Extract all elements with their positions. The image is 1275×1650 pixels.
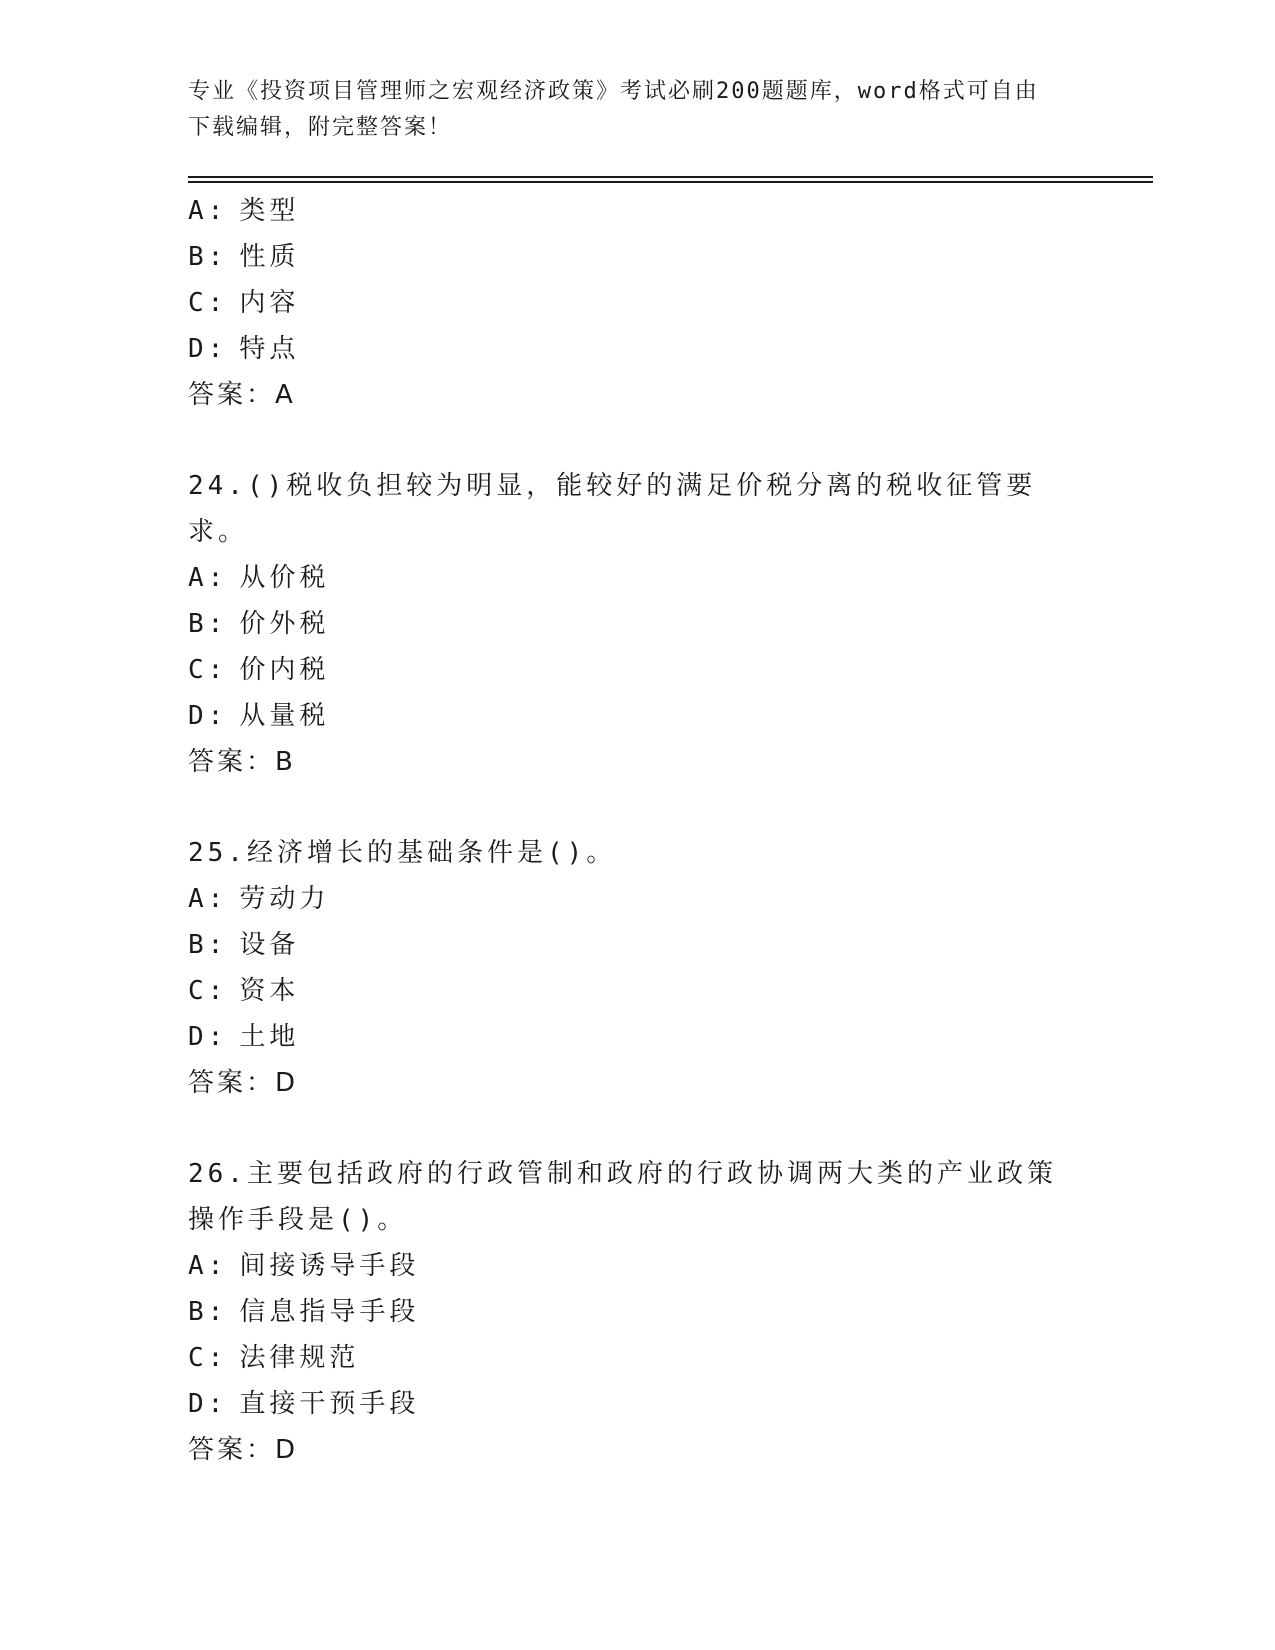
option-separator: : xyxy=(207,334,228,364)
answer-value: D xyxy=(275,1068,299,1098)
question-26 xyxy=(188,1151,1088,1473)
answer-value: D xyxy=(275,1435,299,1465)
option-separator: : xyxy=(207,976,228,1006)
option-separator: : xyxy=(207,1251,228,1281)
option-letter: C xyxy=(188,1343,208,1373)
option-b xyxy=(188,601,1088,647)
option-letter: B xyxy=(188,1297,208,1327)
option-separator: : xyxy=(207,609,228,639)
option-separator: : xyxy=(207,196,228,226)
option-text: 直接干预手段 xyxy=(239,1389,420,1419)
answer-label: 答案： xyxy=(188,380,276,410)
option-letter: C xyxy=(188,976,208,1006)
option-separator: : xyxy=(207,884,228,914)
question-stem: 24.()税收负担较为明显，能较好的满足价税分离的税收征管要求。 xyxy=(188,471,1037,547)
option-a xyxy=(188,188,1088,234)
option-letter: A xyxy=(188,196,208,226)
option-separator: : xyxy=(207,930,228,960)
option-b xyxy=(188,234,1088,280)
document-header xyxy=(188,74,1088,146)
answer-label: 答案： xyxy=(188,1435,276,1465)
question-23-continued xyxy=(188,188,1088,418)
option-letter: A xyxy=(188,1251,208,1281)
option-text: 内容 xyxy=(239,288,300,318)
option-c xyxy=(188,647,1088,693)
option-text: 土地 xyxy=(239,1022,300,1052)
question-25 xyxy=(188,830,1088,1106)
option-letter: D xyxy=(188,1022,208,1052)
option-letter: D xyxy=(188,1389,208,1419)
question-stem: 26.主要包括政府的行政管制和政府的行政协调两大类的产业政策操作手段是()。 xyxy=(188,1159,1057,1235)
option-d xyxy=(188,1381,1088,1427)
option-text: 信息指导手段 xyxy=(239,1297,420,1327)
answer-value: A xyxy=(275,380,296,410)
option-c xyxy=(188,1335,1088,1381)
question-stem: 25.经济增长的基础条件是()。 xyxy=(188,838,617,868)
option-d xyxy=(188,693,1088,739)
option-text: 从量税 xyxy=(239,701,330,731)
option-letter: C xyxy=(188,655,208,685)
option-text: 性质 xyxy=(239,242,300,272)
option-text: 设备 xyxy=(239,930,300,960)
header-divider-top xyxy=(188,176,1153,178)
option-text: 间接诱导手段 xyxy=(239,1251,420,1281)
option-separator: : xyxy=(207,563,228,593)
option-d xyxy=(188,1014,1088,1060)
option-separator: : xyxy=(207,655,228,685)
option-text: 从价税 xyxy=(239,563,330,593)
option-text: 资本 xyxy=(239,976,300,1006)
answer-value: B xyxy=(275,747,296,777)
option-b xyxy=(188,1289,1088,1335)
option-letter: D xyxy=(188,701,208,731)
answer-line xyxy=(188,1427,1088,1473)
option-letter: B xyxy=(188,609,208,639)
option-separator: : xyxy=(207,1389,228,1419)
option-c xyxy=(188,968,1088,1014)
answer-line xyxy=(188,1060,1088,1106)
header-line-1: 专业《投资项目管理师之宏观经济政策》考试必刷200题题库，word格式可自由 xyxy=(188,79,1039,104)
option-letter: B xyxy=(188,242,208,272)
option-a xyxy=(188,555,1088,601)
option-separator: : xyxy=(207,701,228,731)
option-letter: A xyxy=(188,563,208,593)
option-separator: : xyxy=(207,1022,228,1052)
answer-label: 答案： xyxy=(188,1068,276,1098)
option-a xyxy=(188,1243,1088,1289)
answer-line xyxy=(188,372,1088,418)
option-separator: : xyxy=(207,242,228,272)
option-b xyxy=(188,922,1088,968)
answer-line xyxy=(188,739,1088,785)
option-separator: : xyxy=(207,1343,228,1373)
question-list xyxy=(188,188,1088,1473)
option-text: 法律规范 xyxy=(239,1343,360,1373)
header-line-2: 下载编辑，附完整答案！ xyxy=(188,115,453,140)
option-text: 价内税 xyxy=(239,655,330,685)
option-d xyxy=(188,326,1088,372)
option-separator: : xyxy=(207,1297,228,1327)
option-text: 类型 xyxy=(239,196,300,226)
header-divider-bottom xyxy=(188,181,1153,183)
question-24 xyxy=(188,463,1088,785)
option-separator: : xyxy=(207,288,228,318)
option-text: 价外税 xyxy=(239,609,330,639)
answer-label: 答案： xyxy=(188,747,276,777)
option-letter: D xyxy=(188,334,208,364)
option-letter: B xyxy=(188,930,208,960)
option-text: 劳动力 xyxy=(239,884,330,914)
option-text: 特点 xyxy=(239,334,300,364)
option-a xyxy=(188,876,1088,922)
option-c xyxy=(188,280,1088,326)
option-letter: C xyxy=(188,288,208,318)
option-letter: A xyxy=(188,884,208,914)
